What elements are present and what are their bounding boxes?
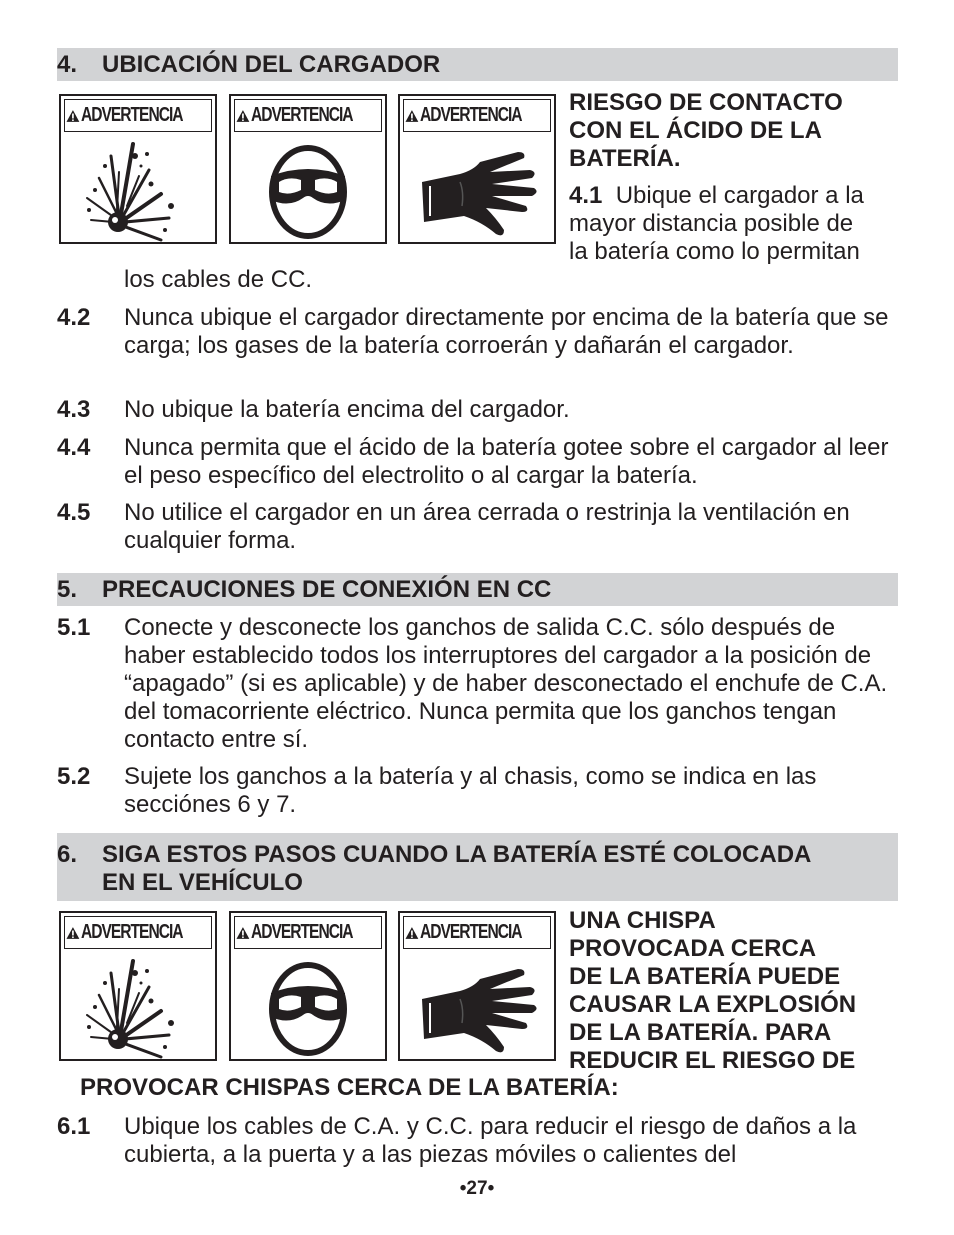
acid-risk-heading: RIESGO DE CONTACTO CON EL ÁCIDO DE LA BATERÍA. (569, 89, 843, 172)
warning-header (234, 99, 382, 132)
warning-header (403, 916, 551, 949)
item-5-1: 5.1 Conecte y desconecte los ganchos de salida C.C. sólo después de haber establecido todos los interruptores del cargador a la posición de “apagado” (si es aplicable) y de haber desconectado el enchufe de C.A. del tomacorriente eléctrico. Nunca permita que los ganchos tengan contacto entre sí. (57, 614, 888, 753)
safety-goggles-icon (231, 136, 385, 242)
warning-glove (398, 911, 556, 1061)
item-4-4: 4.4 Nunca permita que el ácido de la batería gotee sobre el cargador al leer el peso específico del electrolito o al cargar la batería. (57, 434, 889, 489)
section-title: PRECAUCIONES DE CONEXIÓN EN CC (102, 576, 552, 603)
warning-label: ADVERTENCIA (250, 104, 353, 126)
explosion-icon (61, 953, 215, 1059)
warning-label: ADVERTENCIA (250, 921, 353, 943)
section-title: UBICACIÓN DEL CARGADOR (102, 51, 441, 78)
spark-risk-heading-continuation: PROVOCAR CHISPAS CERCA DE LA BATERÍA: (80, 1074, 619, 1101)
section-number: 5. (57, 576, 78, 603)
warning-header (64, 916, 212, 949)
rubber-glove-icon (400, 953, 554, 1059)
page-number: •27• (459, 1178, 495, 1199)
warning-header (234, 916, 382, 949)
warning-triangle-icon (405, 103, 419, 129)
warning-triangle-icon (66, 920, 80, 946)
section-title-line2: EN EL VEHÍCULO (102, 869, 303, 896)
warning-triangle-icon (236, 103, 250, 129)
section-4-header (57, 48, 898, 81)
rubber-glove-icon (400, 136, 554, 242)
item-number: 4.1 (569, 182, 603, 209)
warning-triangle-icon (405, 920, 419, 946)
warning-label: ADVERTENCIA (419, 921, 522, 943)
item-6-1: 6.1 Ubique los cables de C.A. y C.C. para reducir el riesgo de daños a la cubierta, a la puerta y a las piezas móviles o calientes del (57, 1113, 857, 1168)
item-4-2: 4.2 Nunca ubique el cargador directamente por encima de la batería que se carga; los gases de la batería corroerán y dañarán el cargador. (57, 304, 889, 359)
section-6-header (57, 833, 898, 901)
warning-triangle-icon (66, 103, 80, 129)
warning-glove (398, 94, 556, 244)
warning-triangle-icon (236, 920, 250, 946)
item-4-1: 4.1 Ubique el cargador a la mayor distancia posible de la batería como lo permitan (569, 182, 864, 265)
warning-label: ADVERTENCIA (80, 104, 183, 126)
section-number: 4. (57, 51, 78, 78)
warning-goggles (229, 94, 387, 244)
spark-risk-heading: UNA CHISPA PROVOCADA CERCA DE LA BATERÍA PUEDE CAUSAR LA EXPLOSIÓN DE LA BATERÍA. PARA REDUCIR EL RIESGO DE (569, 907, 857, 1074)
item-4-5: 4.5 No utilice el cargador en un área cerrada o restrinja la ventilación en cualquier forma. (57, 499, 850, 554)
section-number: 6. (57, 841, 78, 868)
item-5-2: 5.2 Sujete los ganchos a la batería y al chasis, como se indica en las secciónes 6 y 7. (57, 763, 817, 818)
warning-header (64, 99, 212, 132)
section-5-header (57, 573, 898, 606)
warning-explosion (59, 911, 217, 1061)
item-4-3: 4.3 No ubique la batería encima del cargador. (57, 396, 570, 423)
section-title: SIGA ESTOS PASOS CUANDO LA BATERÍA ESTÉ COLOCADA (102, 841, 812, 868)
safety-goggles-icon (231, 953, 385, 1059)
warning-goggles (229, 911, 387, 1061)
warning-label: ADVERTENCIA (419, 104, 522, 126)
warning-label: ADVERTENCIA (80, 921, 183, 943)
warning-explosion (59, 94, 217, 244)
explosion-icon (61, 136, 215, 242)
warning-header (403, 99, 551, 132)
